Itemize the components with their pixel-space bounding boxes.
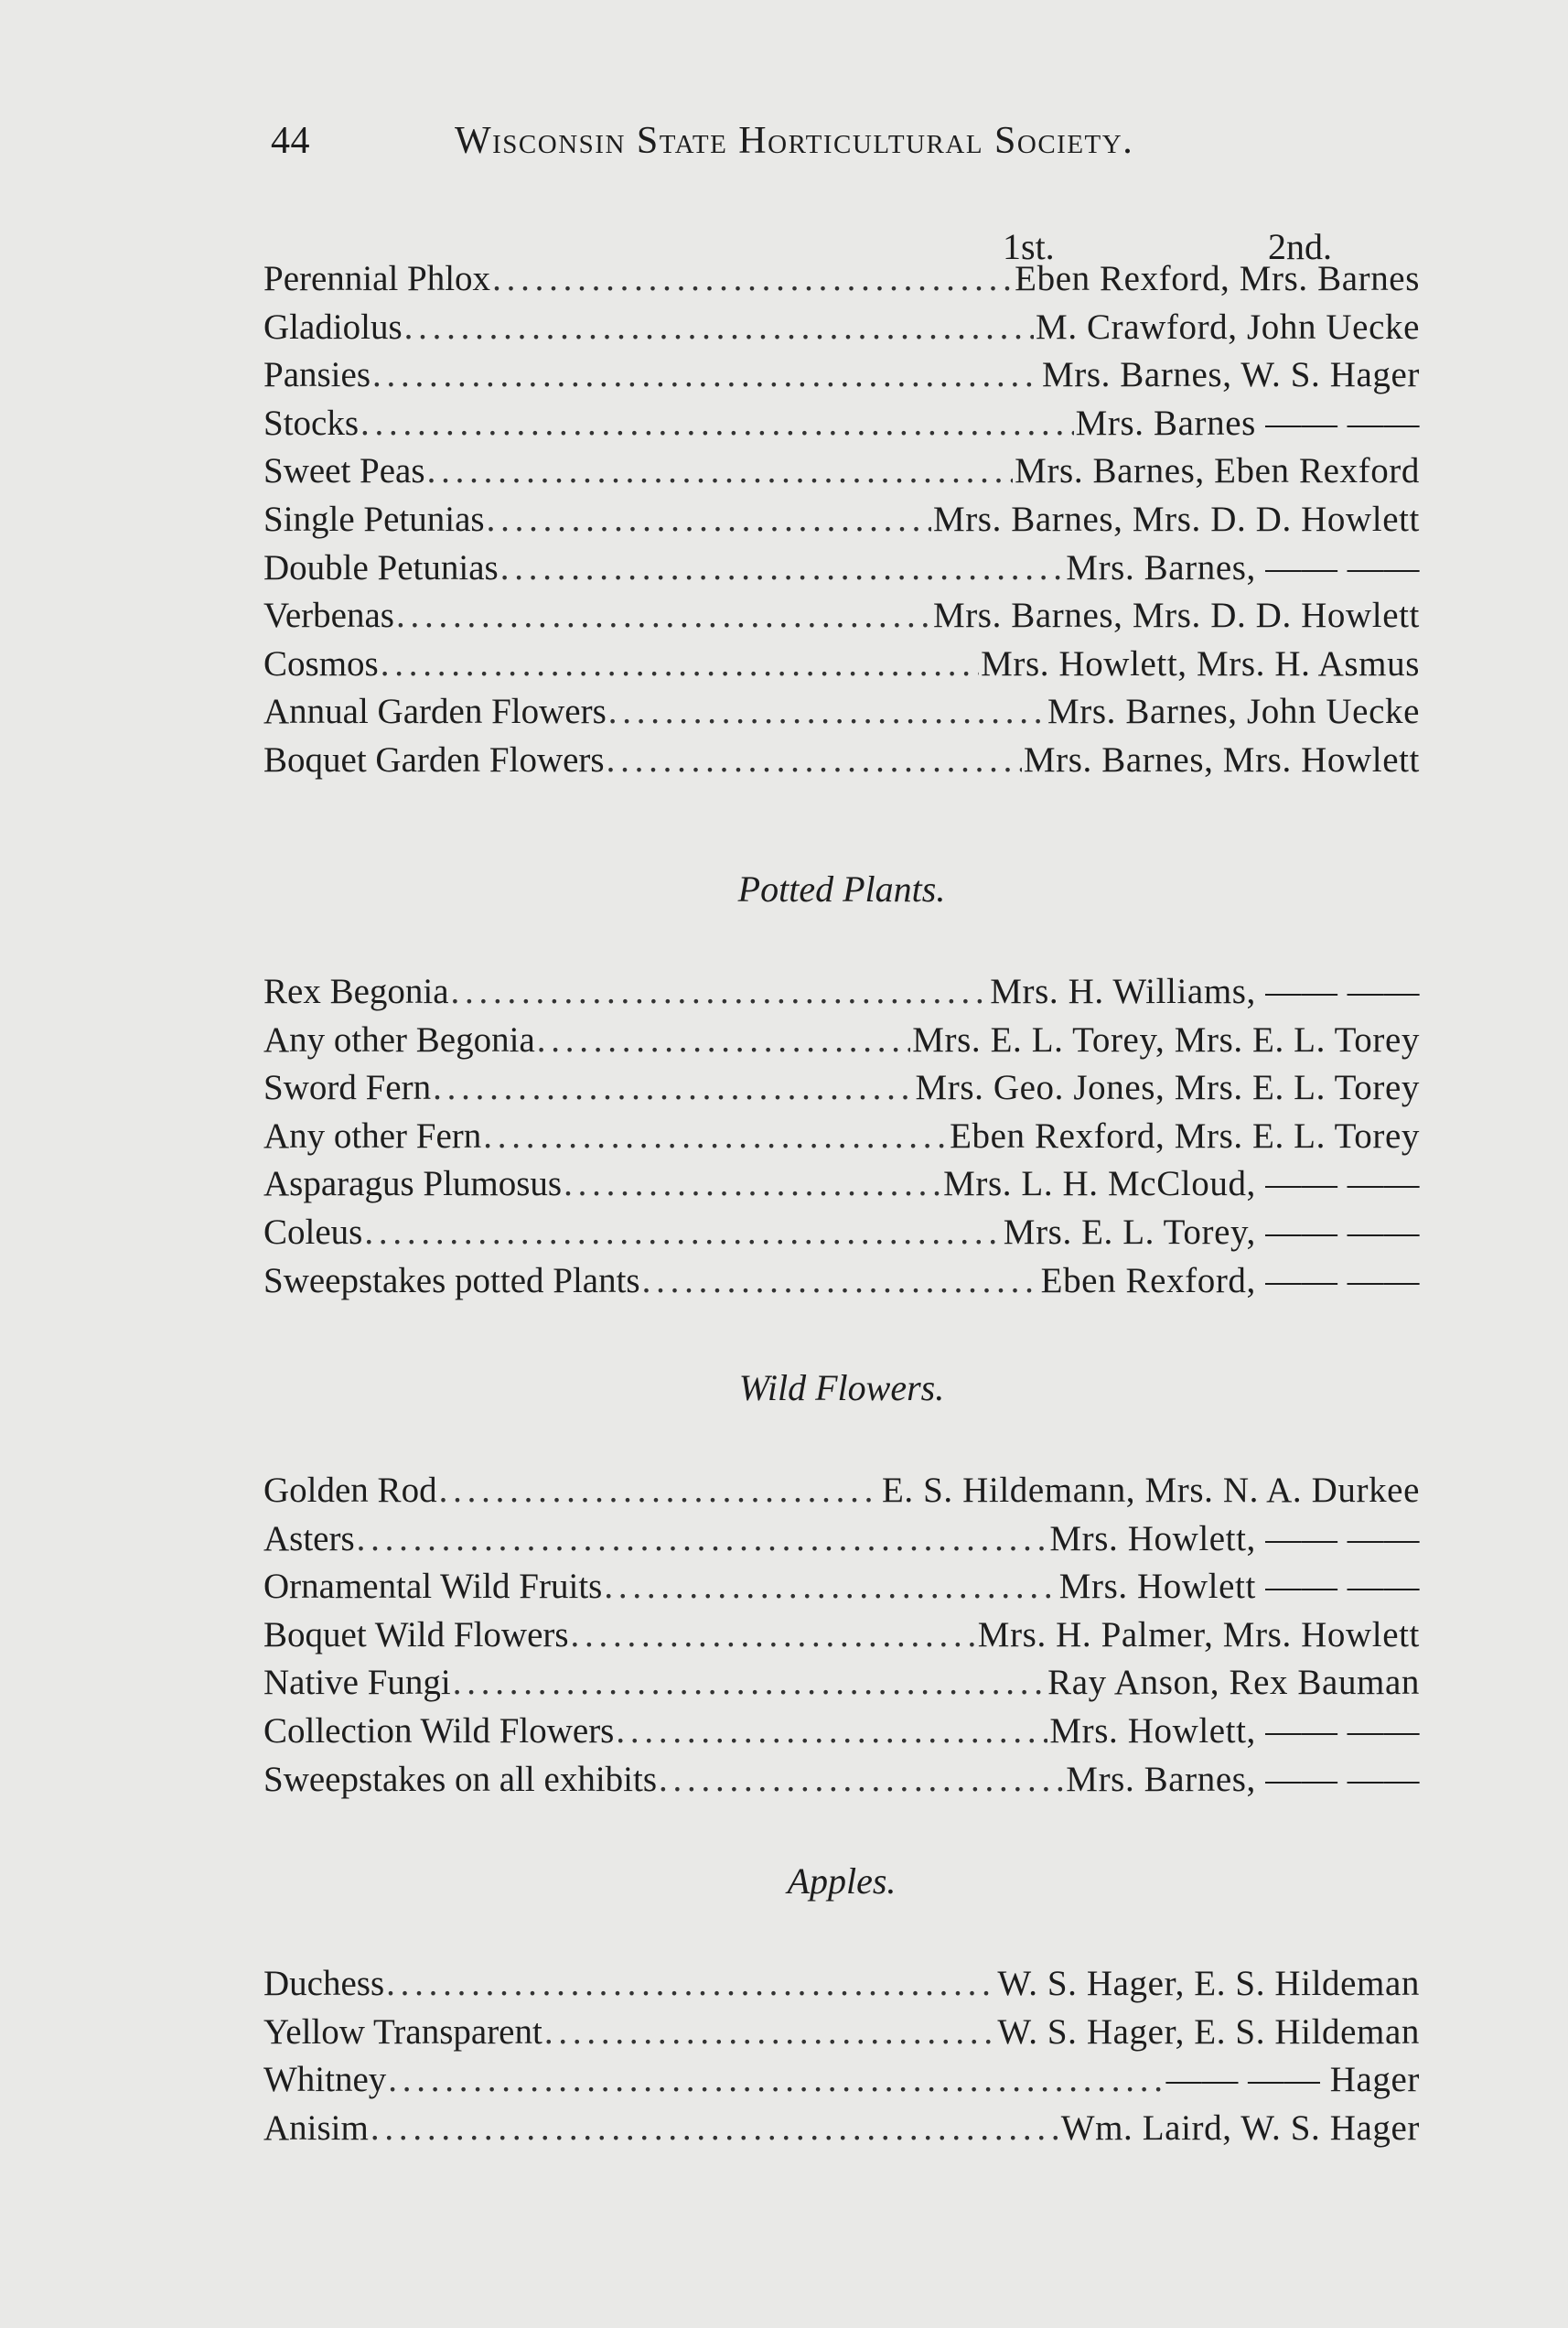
winners: Mrs. H. Williams, —— —— — [990, 972, 1420, 1011]
flowers-section — [263, 258, 1420, 788]
apples-section — [263, 1859, 1420, 2155]
dot-leader — [453, 1662, 1046, 1703]
winners: E. S. Hildemann, Mrs. N. A. Durkee — [882, 1471, 1420, 1510]
exhibit-name: Any other Begonia — [263, 1019, 535, 1060]
dot-leader — [364, 1212, 1001, 1253]
award-row — [263, 643, 1420, 692]
dot-leader — [500, 547, 1065, 588]
exhibit-name: Stocks — [263, 403, 360, 443]
winners: —— —— Hager — [1165, 2060, 1420, 2100]
dot-leader — [451, 971, 989, 1012]
exhibit-name: Collection Wild Flowers — [263, 1710, 615, 1751]
award-row — [263, 1662, 1420, 1710]
exhibit-name: Any other Fern — [263, 1116, 482, 1156]
winners: Mrs. Howlett —— —— — [1058, 1567, 1420, 1607]
award-row — [263, 1116, 1420, 1164]
dot-leader — [492, 258, 1013, 299]
dot-leader — [386, 1963, 995, 2004]
winners: Mrs. H. Palmer, Mrs. Howlett — [977, 1614, 1420, 1654]
exhibit-name: Verbenas — [263, 596, 394, 636]
exhibit-name: Gladiolus — [263, 307, 403, 347]
winners: Eben Rexford, —— —— — [1040, 1260, 1420, 1300]
exhibit-name: Asters — [263, 1518, 355, 1558]
award-row — [263, 2011, 1420, 2060]
dot-leader — [616, 1710, 1047, 1751]
winners: Ray Anson, Rex Bauman — [1047, 1663, 1420, 1703]
page-title: Wisconsin State Horticultural Society. — [455, 120, 1134, 162]
dot-leader — [427, 450, 1014, 491]
award-row — [263, 450, 1420, 499]
award-row — [263, 307, 1420, 355]
potted-plants-section — [263, 868, 1420, 1308]
section-title: Potted Plants. — [737, 868, 946, 910]
first-place-heading: 1st. — [1003, 226, 1055, 267]
winners: Mrs. Barnes, Mrs. D. D. Howlett — [932, 499, 1420, 539]
award-row — [263, 2059, 1420, 2107]
award-row — [263, 1710, 1420, 1759]
winners: Mrs. Barnes, Eben Rexford — [1015, 451, 1420, 491]
winners: Mrs. Geo. Jones, Mrs. E. L. Torey — [915, 1068, 1420, 1108]
dot-leader — [487, 499, 931, 540]
exhibit-name: Annual Garden Flowers — [263, 692, 607, 732]
winners: Mrs. Barnes, W. S. Hager — [1041, 355, 1420, 395]
award-row — [263, 403, 1420, 451]
winners: Mrs. E. L. Torey, Mrs. E. L. Torey — [912, 1019, 1420, 1060]
winners: M. Crawford, John Uecke — [1036, 307, 1420, 347]
winners: Mrs. Howlett, Mrs. H. Asmus — [981, 643, 1420, 684]
dot-leader — [544, 2011, 996, 2053]
award-row — [263, 1963, 1420, 2011]
dot-leader — [604, 1566, 1057, 1607]
award-row — [263, 1518, 1420, 1567]
exhibit-name: Perennial Phlox — [263, 259, 491, 298]
exhibit-name: Single Petunias — [263, 499, 485, 539]
award-row — [263, 547, 1420, 596]
winners: Mrs. Howlett, —— —— — [1049, 1710, 1420, 1751]
winners: Mrs. Barnes —— —— — [1075, 403, 1420, 443]
wild-flowers-section — [263, 1366, 1420, 1806]
exhibit-name: Double Petunias — [263, 547, 499, 587]
dot-leader — [388, 2059, 1164, 2100]
winners: Eben Rexford, Mrs. Barnes — [1015, 259, 1420, 298]
dot-leader — [564, 1163, 941, 1204]
dot-leader — [607, 739, 1022, 781]
exhibit-name: Anisim — [263, 2107, 369, 2148]
dot-leader — [396, 595, 931, 636]
dot-leader — [439, 1470, 880, 1511]
exhibit-name: Sweepstakes potted Plants — [263, 1260, 640, 1300]
winners: Mrs. E. L. Torey, —— —— — [1003, 1212, 1420, 1252]
exhibit-name: Pansies — [263, 355, 371, 395]
exhibit-name: Sword Fern — [263, 1068, 432, 1108]
dot-leader — [372, 354, 1040, 395]
winners: W. S. Hager, E. S. Hildeman — [997, 2011, 1420, 2052]
page-header — [271, 119, 1250, 163]
winners: Mrs. Barnes, —— —— — [1066, 547, 1420, 587]
exhibit-name: Asparagus Plumosus — [263, 1164, 563, 1204]
dot-leader — [381, 643, 979, 684]
award-row — [263, 1212, 1420, 1260]
award-row — [263, 739, 1420, 788]
winners: W. S. Hager, E. S. Hildeman — [997, 1964, 1420, 2003]
award-row — [263, 354, 1420, 403]
dot-leader — [659, 1759, 1064, 1800]
winners: Mrs. Barnes, Mrs. Howlett — [1023, 739, 1420, 780]
award-row — [263, 1260, 1420, 1309]
second-place-heading: 2nd. — [1268, 226, 1332, 267]
exhibit-name: Whitney — [263, 2060, 387, 2100]
dot-leader — [371, 2107, 1059, 2149]
dot-leader — [483, 1116, 948, 1157]
exhibit-name: Cosmos — [263, 643, 379, 684]
award-row — [263, 1759, 1420, 1807]
dot-leader — [571, 1614, 976, 1655]
exhibit-name: Yellow Transparent — [263, 2011, 542, 2052]
award-row — [263, 1067, 1420, 1116]
exhibit-name: Ornamental Wild Fruits — [263, 1567, 603, 1607]
winners: Mrs. Barnes, Mrs. D. D. Howlett — [932, 596, 1420, 636]
exhibit-name: Sweepstakes on all exhibits — [263, 1759, 658, 1799]
award-row — [263, 691, 1420, 739]
exhibit-name: Boquet Wild Flowers — [263, 1614, 569, 1654]
award-row — [263, 2107, 1420, 2156]
dot-leader — [608, 691, 1046, 732]
exhibit-name: Rex Begonia — [263, 972, 449, 1011]
dot-leader — [433, 1067, 913, 1108]
award-row — [263, 1566, 1420, 1614]
dot-leader — [537, 1019, 911, 1061]
section-title: Wild Flowers. — [738, 1367, 945, 1408]
section-title: Apples. — [787, 1860, 897, 1902]
award-row — [263, 1470, 1420, 1518]
winners: Eben Rexford, Mrs. E. L. Torey — [950, 1116, 1420, 1156]
exhibit-name: Duchess — [263, 1964, 385, 2003]
award-row — [263, 971, 1420, 1019]
page-number: 44 — [271, 120, 310, 162]
dot-leader — [357, 1518, 1048, 1559]
award-row — [263, 1019, 1420, 1068]
exhibit-name: Native Fungi — [263, 1663, 451, 1703]
award-row — [263, 595, 1420, 643]
winners: Mrs. Howlett, —— —— — [1049, 1518, 1420, 1558]
winners: Mrs. Barnes, John Uecke — [1047, 692, 1420, 732]
dot-leader — [360, 403, 1074, 444]
award-row — [263, 1163, 1420, 1212]
winners: Mrs. Barnes, —— —— — [1066, 1759, 1420, 1799]
exhibit-name: Sweet Peas — [263, 451, 425, 491]
dot-leader — [404, 307, 1034, 348]
award-row — [263, 1614, 1420, 1663]
exhibit-name: Boquet Garden Flowers — [263, 739, 605, 780]
exhibit-name: Coleus — [263, 1212, 363, 1252]
award-row — [263, 258, 1420, 307]
exhibit-name: Golden Rod — [263, 1471, 437, 1510]
award-row — [263, 499, 1420, 547]
winners: Mrs. L. H. McCloud, —— —— — [943, 1164, 1420, 1204]
dot-leader — [642, 1260, 1039, 1301]
winners: Wm. Laird, W. S. Hager — [1060, 2107, 1420, 2148]
